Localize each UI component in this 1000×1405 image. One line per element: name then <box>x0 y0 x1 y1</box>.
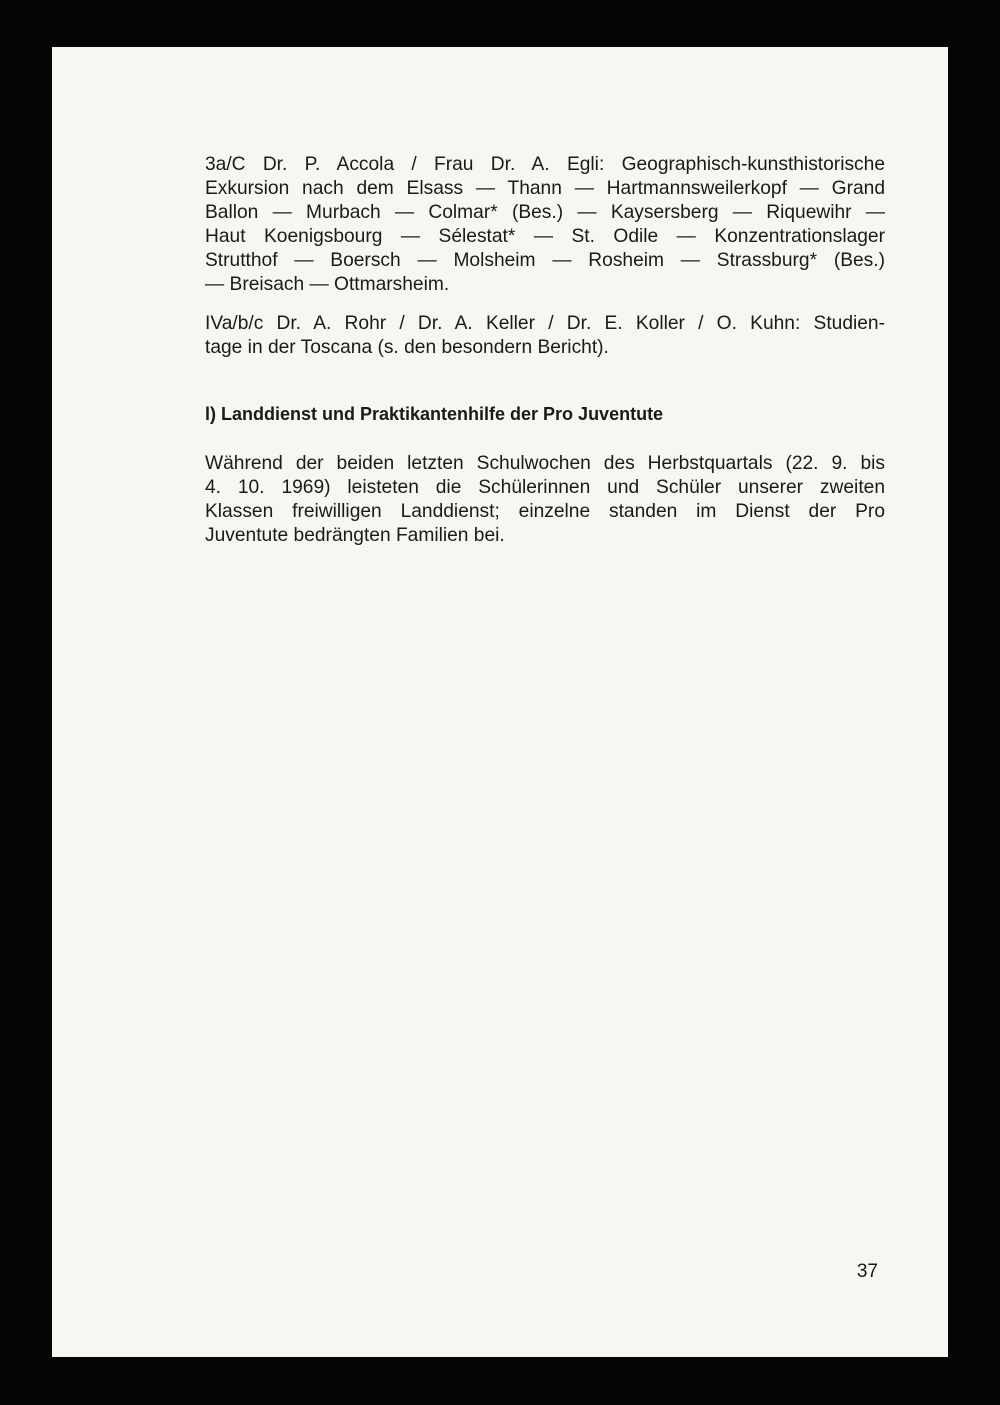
paragraph-line: tage in der Toscana (s. den besondern Bericht). <box>205 337 609 358</box>
paragraph-line: 3a/C Dr. P. Accola / Frau Dr. A. Egli: Geographisch-kunsthistorische <box>205 154 885 175</box>
page-number: 37 <box>856 1261 878 1282</box>
paragraph-line: IVa/b/c Dr. A. Rohr / Dr. A. Keller / Dr. E. Koller / O. Kuhn: Studien- <box>205 313 885 334</box>
paragraph-line: Strutthof — Boersch — Molsheim — Rosheim — Strassburg* (Bes.) <box>205 250 885 271</box>
landdienst-paragraph <box>205 452 885 548</box>
document-page <box>52 47 948 1357</box>
excursion-iva-paragraph <box>205 312 885 360</box>
paragraph-line: Während der beiden letzten Schulwochen des Herbstquartals (22. 9. bis <box>205 453 885 474</box>
paragraph-line: 4. 10. 1969) leisteten die Schülerinnen und Schüler unserer zweiten <box>205 477 885 498</box>
paragraph-line: Exkursion nach dem Elsass — Thann — Hartmannsweilerkopf — Grand <box>205 178 885 199</box>
paragraph-line: — Breisach — Ottmarsheim. <box>205 274 450 295</box>
paragraph-line: Ballon — Murbach — Colmar* (Bes.) — Kaysersberg — Riquewihr — <box>205 202 885 223</box>
paragraph-line: Klassen freiwilligen Landdienst; einzelne standen im Dienst der Pro <box>205 501 885 522</box>
paragraph-line: Juventute bedrängten Familien bei. <box>205 525 505 546</box>
excursion-3ac-paragraph <box>205 153 885 297</box>
section-heading: l) Landdienst und Praktikantenhilfe der Pro Juventute <box>205 404 664 424</box>
paragraph-line: Haut Koenigsbourg — Sélestat* — St. Odile — Konzentrationslager <box>205 226 885 247</box>
